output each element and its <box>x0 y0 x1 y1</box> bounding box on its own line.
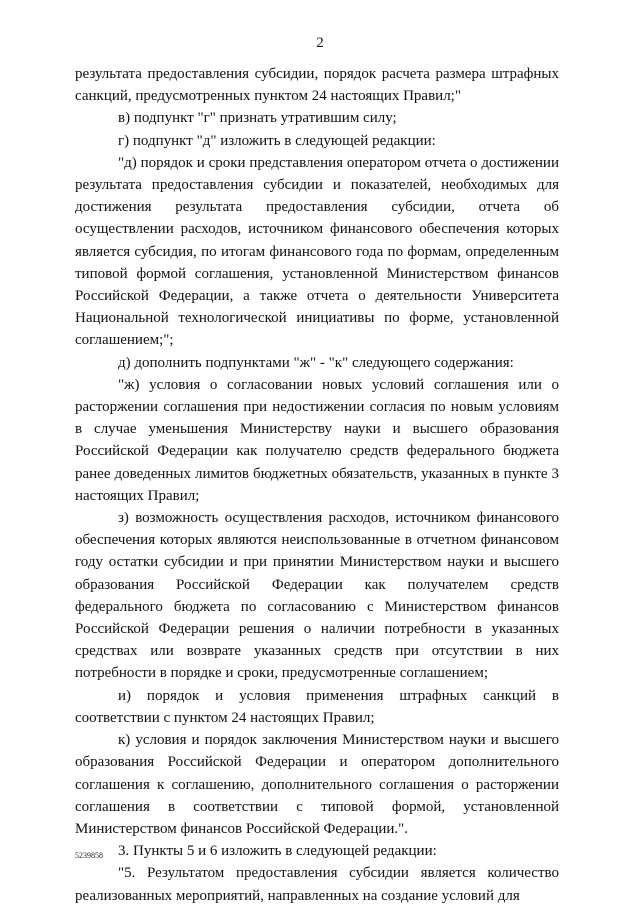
paragraph-point-3: 3. Пункты 5 и 6 изложить в следующей редакции: <box>118 843 437 860</box>
paragraph-subclause-g: г) подпункт "д" изложить в следующей редакции: <box>118 132 436 149</box>
paragraph-continuation: результата предоставления субсидии, порядок расчета размера штрафных санкций, предусмотренных пунктом 24 настоящих Правил;" <box>75 66 559 105</box>
paragraph-item-k: к) условия и порядок заключения Министерством науки и высшего образования Российской Федерации и оператором дополнительного соглашения к соглашению, дополнительного соглашения о расторжении соглашения в соответствии с типовой формой, установленной Министерством финансов Российской Федерации.". <box>75 732 559 837</box>
paragraph-subclause-v: в) подпункт "г" признать утратившим силу; <box>118 110 397 127</box>
document-id: 5239858 <box>75 851 103 860</box>
paragraph-subclause-d-add: д) дополнить подпунктами "ж" - "к" следующего содержания: <box>118 354 514 371</box>
page-number: 2 <box>316 35 324 51</box>
paragraph-item-zh: "ж) условия о согласовании новых условий соглашения или о расторжении соглашения при недостижении согласия по новым условиям в случае уменьшения Министерству науки и высшего образования Российской Федерации как получателю средств федерального бюджета ранее доведенных лимитов бюджетных обязательств, указанных в пункте 3 настоящих Правил; <box>75 376 559 504</box>
document-body <box>75 63 559 907</box>
paragraph-point-5: "5. Результатом предоставления субсидии является количество реализованных мероприятий, направленных на создание условий для <box>75 865 559 904</box>
paragraph-item-i: и) порядок и условия применения штрафных санкций в соответствии с пунктом 24 настоящих Правил; <box>75 687 559 726</box>
paragraph-subclause-d-text: "д) порядок и сроки представления оператором отчета о достижении результата предоставления субсидии и показателей, необходимых для достижения результата предоставления субсидии, отчета об осуществлении расходов, источником финансового обеспечения которых является субсидия, по итогам финансового года по формам, определенным типовой формой соглашения, установленной Министерством финансов Российской Федерации, а также отчета о деятельности Университета Национальной технологической инициативы по форме, установленной соглашением;"; <box>75 154 559 349</box>
paragraph-item-z: з) возможность осуществления расходов, источником финансового обеспечения которых являются неиспользованные в отчетном финансовом году остатки субсидии и при принятии Министерством науки и высшего образования Российской Федерации как получателем средств федерального бюджета по согласованию с Министерством финансов Российской Федерации решения о наличии потребности в указанных средствах или возврате указанных средств при отсутствии в них потребности в порядке и сроки, предусмотренные соглашением; <box>75 510 559 682</box>
